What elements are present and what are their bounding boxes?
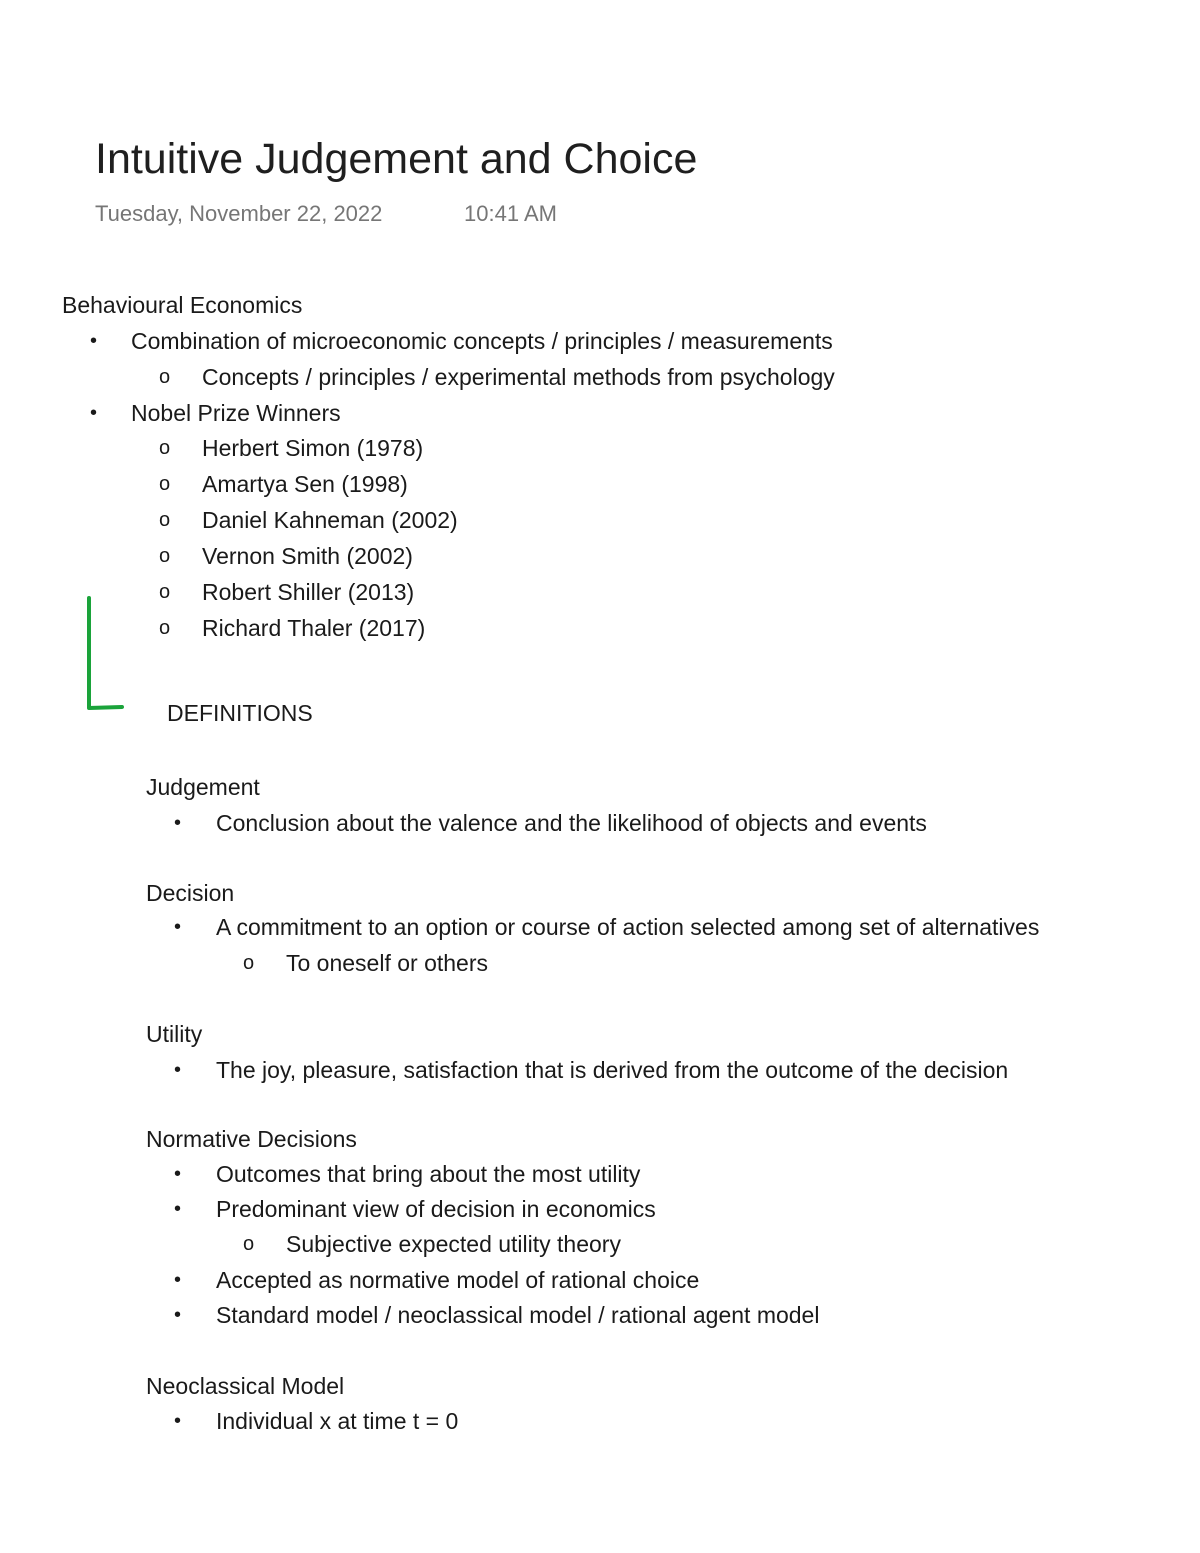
list-item-winner: Daniel Kahneman (2002) (202, 507, 458, 533)
bullet-icon: • (174, 916, 182, 938)
list-item: Outcomes that bring about the most utility (216, 1161, 641, 1187)
ink-bracket-mark (86, 596, 126, 712)
section-heading-decision: Decision (146, 880, 235, 906)
list-item-winner: Robert Shiller (2013) (202, 579, 415, 605)
section-heading-behavioural-economics: Behavioural Economics (62, 292, 303, 318)
bullet-icon: • (174, 1163, 182, 1185)
sub-bullet-icon: o (243, 1233, 255, 1255)
definitions-label: DEFINITIONS (167, 700, 313, 726)
list-item: Standard model / neoclassical model / rational agent model (216, 1302, 820, 1328)
bullet-icon: • (174, 1059, 182, 1081)
bullet-icon: • (174, 1269, 182, 1291)
list-item: Conclusion about the valence and the likelihood of objects and events (216, 810, 927, 836)
section-heading-normative-decisions: Normative Decisions (146, 1126, 357, 1152)
list-item: Combination of microeconomic concepts / principles / measurements (131, 328, 833, 354)
note-time: 10:41 AM (464, 201, 557, 226)
page-title: Intuitive Judgement and Choice (95, 135, 698, 183)
list-item: The joy, pleasure, satisfaction that is derived from the outcome of the decision (216, 1057, 1009, 1083)
sub-bullet-icon: o (243, 952, 255, 974)
list-item-winner: Herbert Simon (1978) (202, 435, 424, 461)
bullet-icon: • (90, 330, 98, 352)
sub-bullet-icon: o (159, 366, 171, 388)
list-item: Concepts / principles / experimental methods from psychology (202, 364, 835, 390)
sub-bullet-icon: o (159, 545, 171, 567)
list-item: A commitment to an option or course of action selected among set of alternatives (216, 914, 1040, 940)
bullet-icon: • (174, 812, 182, 834)
section-heading-judgement: Judgement (146, 774, 260, 800)
sub-bullet-icon: o (159, 437, 171, 459)
bullet-icon: • (174, 1198, 182, 1220)
list-item: Accepted as normative model of rational choice (216, 1267, 700, 1293)
list-item-winner: Vernon Smith (2002) (202, 543, 413, 569)
list-item: Predominant view of decision in economics (216, 1196, 656, 1222)
bullet-icon: • (174, 1410, 182, 1432)
section-heading-neoclassical-model: Neoclassical Model (146, 1373, 345, 1399)
section-heading-utility: Utility (146, 1021, 203, 1047)
bullet-icon: • (174, 1304, 182, 1326)
list-item-winner: Richard Thaler (2017) (202, 615, 426, 641)
sub-bullet-icon: o (159, 509, 171, 531)
list-item-winner: Amartya Sen (1998) (202, 471, 408, 497)
bullet-icon: • (90, 402, 98, 424)
list-item: Subjective expected utility theory (286, 1231, 621, 1257)
list-item: To oneself or others (286, 950, 489, 976)
list-item: Nobel Prize Winners (131, 400, 341, 426)
sub-bullet-icon: o (159, 581, 171, 603)
sub-bullet-icon: o (159, 473, 171, 495)
sub-bullet-icon: o (159, 617, 171, 639)
list-item: Individual x at time t = 0 (216, 1408, 459, 1434)
note-date: Tuesday, November 22, 2022 (95, 201, 383, 226)
